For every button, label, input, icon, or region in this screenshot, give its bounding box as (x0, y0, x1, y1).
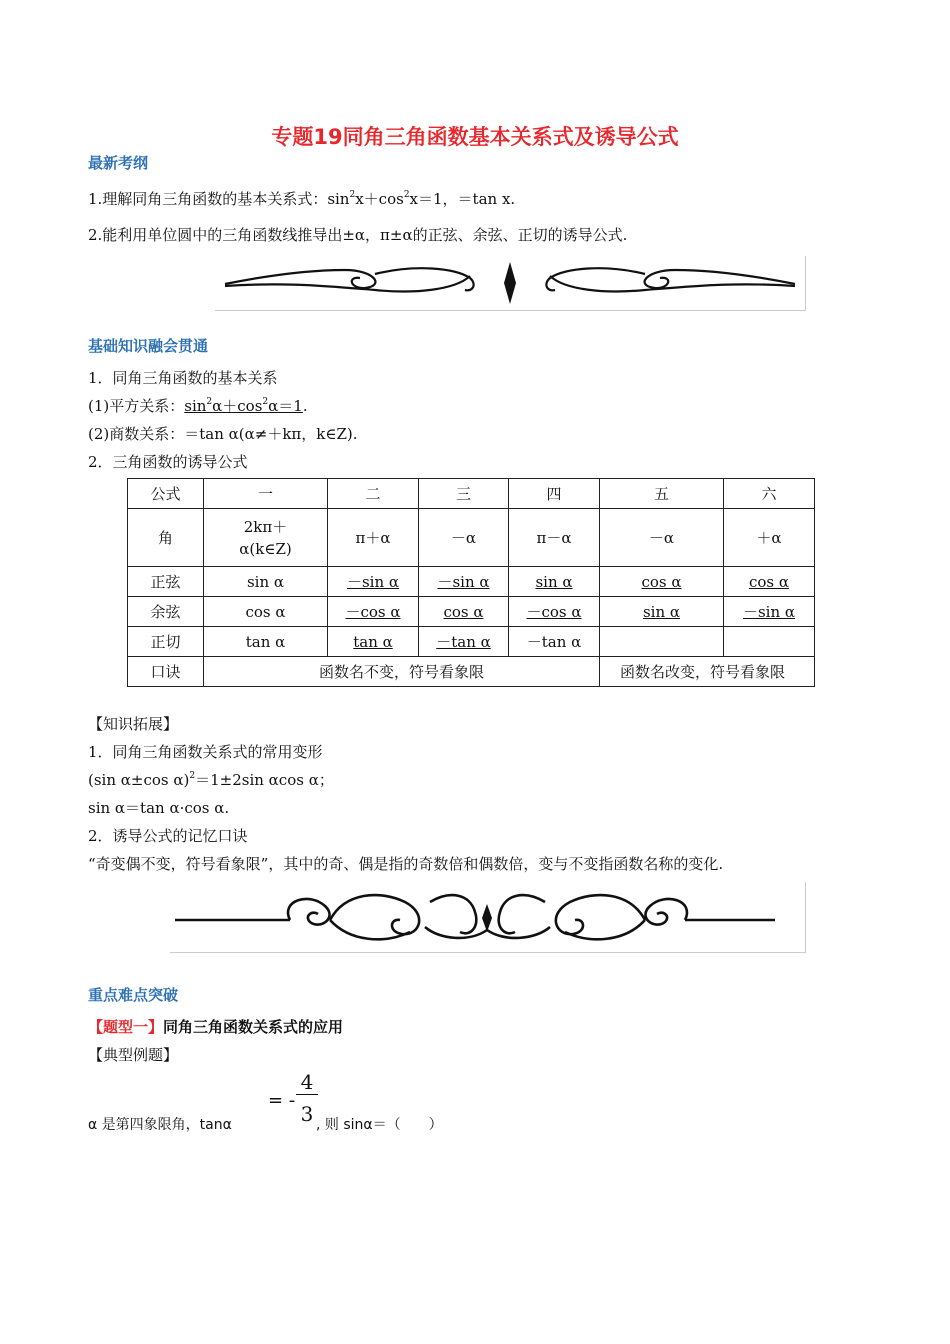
basics-quotient-relation: (2)商数关系：＝tan α(α≠＋kπ，k∈Z). (88, 425, 358, 443)
table-row-sine (128, 567, 815, 597)
syllabus-item-1: 1.理解同角三角函数的基本关系式：$\sin^2x+\cos^2x=1$，＝tan x. (88, 190, 516, 208)
table-cell: tan α (204, 627, 328, 657)
table-cell: tan α (328, 627, 419, 657)
syllabus-item-2: 2.能利用单位圆中的三角函数线推导出±α，π±α的正弦、余弦、正切的诱导公式. (88, 226, 628, 244)
table-row-label: 余弦 (128, 597, 204, 627)
question-type-label: 【题型一】 (88, 1018, 164, 1036)
table-cell: cos α (419, 597, 509, 627)
table-header-cell: 六 (724, 479, 815, 509)
table-cell: sin α (600, 597, 724, 627)
table-cell: －tan α (509, 627, 600, 657)
example-question-text: α 是第四象限角，tanα (88, 1117, 232, 1133)
ornament-icon (215, 256, 805, 310)
decorative-divider (170, 882, 806, 953)
table-cell: －sin α (724, 597, 815, 627)
extension-identity-1: (sin α±cos α)$^2$＝1±2sin αcos α； (88, 771, 334, 789)
table-cell: cos α (724, 567, 815, 597)
table-cell: －tan α (419, 627, 509, 657)
page-title: 专题19同角三角函数基本关系式及诱导公式 (271, 125, 679, 149)
table-header-cell: 一 (204, 479, 328, 509)
section-heading-key-points: 重点难点突破 (88, 986, 179, 1004)
section-heading-basics: 基础知识融会贯通 (88, 337, 209, 355)
table-cell: －α (419, 509, 509, 567)
extension-heading: 【知识拓展】 (88, 715, 179, 733)
basics-paragraph-1: 1．同角三角函数的基本关系 (88, 369, 278, 387)
table-header-cell: 三 (419, 479, 509, 509)
table-row-tangent (128, 627, 815, 657)
table-cell: －cos α (509, 597, 600, 627)
fraction-denominator: 3 (300, 1102, 314, 1126)
basics-square-relation: (1)平方关系：$\sin^2\alpha+\cos^2\alpha=1$. (88, 397, 308, 415)
table-cell: 2kπ＋ α(k∈Z) (204, 509, 328, 567)
table-row-label: 正弦 (128, 567, 204, 597)
table-cell: sin α (204, 567, 328, 597)
table-row-cosine (128, 597, 815, 627)
table-cell: cos α (204, 597, 328, 627)
example-equals-minus: = - (268, 1090, 296, 1111)
table-cell: －sin α (328, 567, 419, 597)
table-row-label: 口诀 (128, 657, 204, 687)
table-header-cell: 五 (600, 479, 724, 509)
example-question-tail: , 则 sinα＝（ ） (316, 1117, 443, 1133)
table-header-cell: 二 (328, 479, 419, 509)
table-cell: ＋α (724, 509, 815, 567)
table-cell: 函数名不变，符号看象限 (204, 657, 600, 687)
table-cell: －α (600, 509, 724, 567)
section-heading-syllabus: 最新考纲 (88, 154, 149, 172)
basics-paragraph-4: 2．三角函数的诱导公式 (88, 453, 248, 471)
induction-formula-table (127, 478, 815, 687)
extension-paragraph-1: 1．同角三角函数关系式的常用变形 (88, 743, 323, 761)
table-cell: sin α (509, 567, 600, 597)
table-cell (600, 627, 724, 657)
scroll-ornament-icon (170, 882, 805, 952)
table-cell: －sin α (419, 567, 509, 597)
table-cell: cos α (600, 567, 724, 597)
table-row-label: 正切 (128, 627, 204, 657)
extension-identity-2: sin α＝tan α·cos α. (88, 799, 230, 817)
decorative-divider (215, 256, 806, 311)
fraction-numerator: 4 (296, 1070, 318, 1095)
table-row-label: 角 (128, 509, 204, 567)
table-cell: π＋α (328, 509, 419, 567)
table-header-cell: 公式 (128, 479, 204, 509)
table-cell: －cos α (328, 597, 419, 627)
table-cell: 函数名改变，符号看象限 (600, 657, 815, 687)
question-type-title: 同角三角函数关系式的应用 (163, 1018, 344, 1036)
example-heading: 【典型例题】 (88, 1046, 179, 1064)
extension-paragraph-4: 2．诱导公式的记忆口诀 (88, 827, 248, 845)
table-row-mnemonic (128, 657, 815, 687)
extension-paragraph-5: “奇变偶不变，符号看象限”，其中的奇、偶是指的奇数倍和偶数倍，变与不变指函数名称的变化. (88, 855, 724, 873)
table-cell (724, 627, 815, 657)
table-row-angle (128, 509, 815, 567)
question-type-heading (88, 1016, 343, 1037)
table-cell: π－α (509, 509, 600, 567)
table-header-cell: 四 (509, 479, 600, 509)
table-header-row (128, 479, 815, 509)
